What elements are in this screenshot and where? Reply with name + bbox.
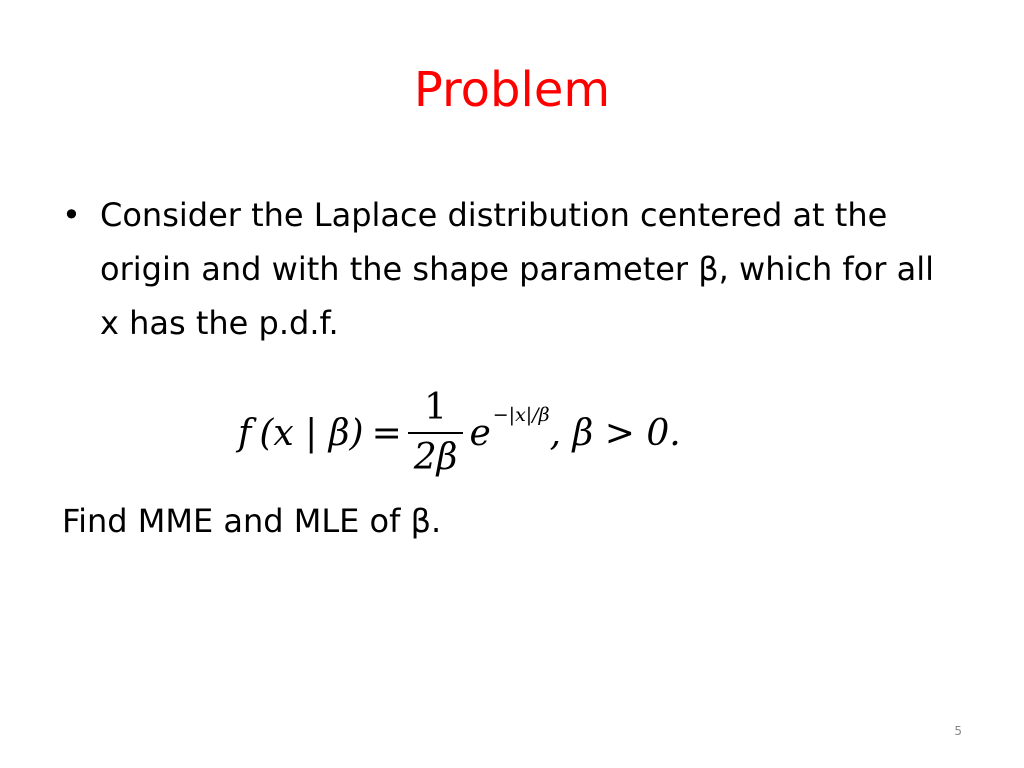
- bullet-marker: •: [62, 196, 81, 234]
- equation-fraction: [408, 386, 464, 480]
- equation-condition: , β > 0.: [549, 412, 681, 454]
- pdf-equation: [238, 383, 681, 483]
- equation-exponent: −|x|/β: [492, 404, 550, 426]
- task-text: Find MME and MLE of β.: [62, 502, 442, 540]
- equation-equals-sign: =: [371, 412, 402, 454]
- equation-function-symbol: f: [238, 412, 252, 454]
- equation-exponential-base: e: [469, 412, 491, 454]
- bullet-text: Consider the Laplace distribution centered at the origin and with the shape parameter β, which for all x has the p.d.f.: [100, 196, 934, 342]
- equation-function-arguments: (x | β): [259, 412, 364, 454]
- fraction-denominator: 2β: [413, 437, 458, 478]
- bullet-list: [62, 188, 962, 350]
- fraction-numerator: 1: [424, 387, 448, 428]
- page-number: 5: [954, 724, 962, 738]
- slide-title: Problem: [413, 62, 611, 118]
- bullet-item: [62, 188, 962, 350]
